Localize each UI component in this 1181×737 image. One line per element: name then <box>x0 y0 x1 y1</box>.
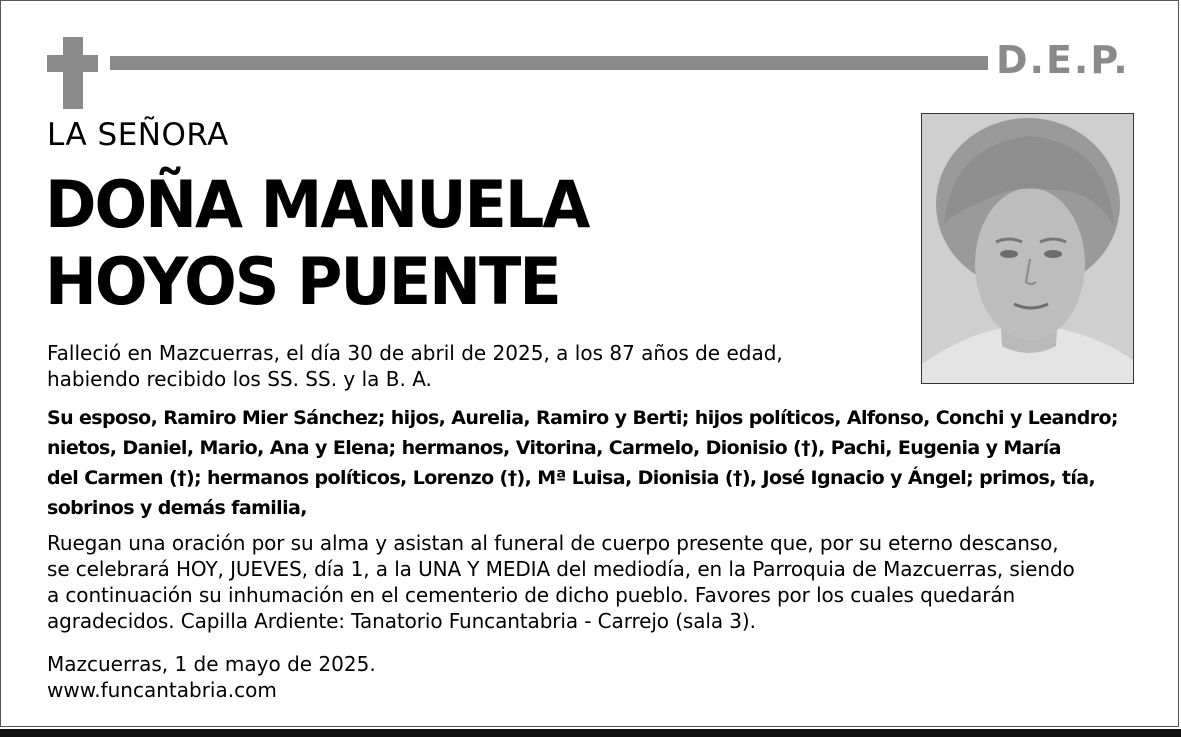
death-announcement <box>47 340 783 392</box>
intro-line: Falleció en Mazcuerras, el día 30 de abril de 2025, a los 87 años de edad, <box>47 341 783 365</box>
place-date: Mazcuerras, 1 de mayo de 2025. <box>47 652 376 676</box>
prayer-line: a continuación su inhumación en el cementerio de dicho pueblo. Favores por los cuales quedarán <box>47 583 1016 607</box>
family-list <box>47 403 1118 523</box>
prayer-line: Ruegan una oración por su alma y asistan al funeral de cuerpo presente que, por su eterno descanso, <box>47 531 1059 555</box>
closing-block <box>47 651 376 703</box>
prayer-line: agradecidos. Capilla Ardiente: Tanatorio Funcantabria - Carrejo (sala 3). <box>47 609 756 633</box>
funeral-details <box>47 530 1075 634</box>
family-line: del Carmen (†); hermanos políticos, Lorenzo (†), Mª Luisa, Dionisia (†), José Ignacio y Ángel; primos, tía, <box>47 467 1096 489</box>
header-rule <box>110 56 988 70</box>
title-prefix: LA SEÑORA <box>47 117 229 153</box>
prayer-line: se celebrará HOY, JUEVES, día 1, a la UNA Y MEDIA del mediodía, en la Parroquia de Mazcuerras, siendo <box>47 557 1075 581</box>
family-line: sobrinos y demás familia, <box>47 497 307 519</box>
dep-label: D.E.P. <box>996 38 1130 82</box>
family-line: Su esposo, Ramiro Mier Sánchez; hijos, Aurelia, Ramiro y Berti; hijos políticos, Alfonso, Conchi y Leandro; <box>47 407 1118 429</box>
deceased-name-line2: HOYOS PUENTE <box>45 242 560 320</box>
deceased-name-line1: DOÑA MANUELA <box>45 165 589 243</box>
website-text: www.funcantabria.com <box>47 678 277 702</box>
family-line: nietos, Daniel, Mario, Ana y Elena; hermanos, Vitorina, Carmelo, Dionisio (†), Pachi, Eugenia y María <box>47 437 1061 459</box>
portrait-photo <box>921 113 1134 384</box>
intro-line: habiendo recibido los SS. SS. y la B. A. <box>47 367 432 391</box>
bottom-bar <box>0 729 1181 737</box>
